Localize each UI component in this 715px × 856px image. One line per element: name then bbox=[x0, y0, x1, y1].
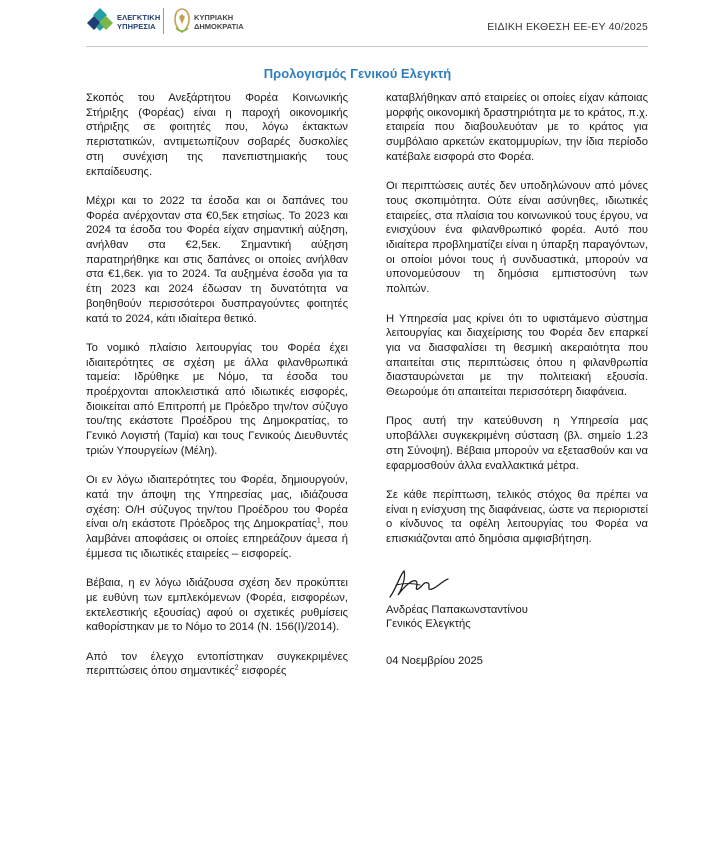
paragraph-contributions: καταβλήθηκαν από εταιρείες οι οποίες είχαν κάποιας μορφής οικονομική δραστηριότητα με το κράτος, π.χ. εταιρεία που διαβουλευόταν με το κράτος για συμβόλαιο αρκετών εκατομμυρίων, την ίδια περίοδο κατέβαλε εισφορά στο Φορέα. bbox=[386, 92, 648, 163]
page-title: Προλογισμός Γενικού Ελεγκτή bbox=[263, 66, 452, 81]
audit-findings-text-1: Από τον έλεγχο εντοπίστηκαν συγκεκριμένες περιπτώσεις όπου σημαντικές bbox=[86, 650, 348, 678]
report-identifier: ΕΙΔΙΚΗ ΕΚΘΕΣΗ ΕΕ-ΕΥ 40/2025 bbox=[487, 21, 648, 33]
peculiar-relationship-text-1: Οι εν λόγω ιδιαιτερότητες του Φορέα, δημιουργούν, κατά την άποψη της Υπηρεσίας μας, ιδιάζουσα σχέση: Ο/Η σύζυγος την/του Προέδρου του Φορέα είναι ο/η εκάστοτε Πρόεδρος της Δημοκρατίας bbox=[86, 474, 348, 531]
audit-findings-text-2: εισφορές bbox=[238, 665, 287, 678]
logo-divider bbox=[163, 8, 164, 34]
audit-office-name-line2: ΥΠΗΡΕΣΙΑ bbox=[117, 21, 156, 31]
audit-office-name-line1: ΕΛΕΓΚΤΙΚΗ bbox=[117, 13, 161, 22]
paragraph-legal-framework: Το νομικό πλαίσιο λειτουργίας του Φορέα έχει ιδιαιτερότητες σε σχέση με άλλα φιλανθρωπικά ταμεία: Ιδρύθηκε με Νόμο, τα έσοδα του προέρχονται αποκλειστικά από ιδιωτικές εισφορές, διοικείται από Επιτροπή με Πρόεδρο την/τον σύζυγο του/της εκάστοτε Προέδρου της Δημοκρατίας, το Γενικό Λογιστή (Ταμία) και τους Γενικούς Διευθυντές τριών Υπουργείων (Μέλη). bbox=[86, 341, 348, 457]
signature-image bbox=[386, 567, 648, 601]
peculiar-relationship-text-2: , που λαμβάνει αποφάσεις οι οποίες επηρεάζουν άμεσα ή έμμεσα τις ιδιωτικές εταιρείες – εισφορείς. bbox=[86, 518, 348, 560]
page-header bbox=[0, 0, 715, 56]
paragraph-revenues: Μέχρι και το 2022 τα έσοδα και οι δαπάνες του Φορέα ανέρχονταν στα €0,5εκ ετησίως. Το 2023 και 2024 τα έσοδα του Φορέα είχαν σημαντική αύξηση, ανήλθαν στα €2,5εκ. Σημαντική αύξηση παρατηρήθηκε και στις δαπάνες οι οποίες ανήλθαν στα €1,6εκ. για το 2024. Τα αυξημένα έσοδα για τα έτη 2023 και 2024 έδωσαν τη δυνατότητα να βοηθηθούν περισσότεροι δυσπραγούντες φοιτητές κατά το 2024, κάτι ιδιαίτερα θετικό. bbox=[86, 194, 348, 325]
footnote-ref-2[interactable]: 2 bbox=[234, 664, 239, 672]
signatory-name: Ανδρέας Παπακωνσταντίνου bbox=[386, 603, 528, 616]
paragraph-public-trust: Οι περιπτώσεις αυτές δεν υποδηλώνουν από μόνες τους σκοπιμότητα. Ούτε είναι ασύνηθες, ιδιωτικές εταιρείες, στα πλαίσια του κοινωνικού τους έργου, να ενισχύουν ένα φιλανθρωπικό φορέα. Αυτό που ιδιαίτερα προβληματίζει είναι η ύπαρξη παραγόντων, οι οποίοι μόνοι τους ή συνδυαστικά, μπορούν να υπονομεύσουν τη δημόσια εμπιστοσύνη των πολιτών. bbox=[386, 180, 648, 296]
footnote-ref-1[interactable]: 1 bbox=[316, 517, 321, 525]
handwritten-signature-icon bbox=[386, 567, 456, 601]
paragraph-audit-findings bbox=[86, 650, 348, 679]
header-divider bbox=[86, 46, 648, 47]
cyprus-coat-of-arms-icon bbox=[172, 6, 192, 36]
paragraph-transparency: Η Υπηρεσία μας κρίνει ότι το υφιστάμενο σύστημα λειτουργίας και διαχείρισης του Φορέα δεν επαρκεί για να διασφαλίσει τη θεσμική ακεραιότητα που απαιτείται στις περιπτώσεις όπου η φιλανθρωπία διασταυρώνεται με την πολιτειακή εξουσία. Θεωρούμε ότι απαιτείται περισσότερη διαφάνεια. bbox=[386, 312, 648, 399]
republic-name-line2: ΔΗΜΟΚΡΑΤΙΑ bbox=[194, 21, 244, 31]
paragraph-purpose: Σκοπός του Ανεξάρτητου Φορέα Κοινωνικής Στήριξης (Φορέας) είναι η παροχή οικονομικής στήριξης σε φοιτητές που, λόγω έκτακτων περιστατικών, αντιμετωπίζουν σοβαρές δυσκολίες στη συνέχιση της πανεπιστημιακής τους εκπαίδευσης. bbox=[86, 92, 348, 178]
signatory-title: Γενικός Ελεγκτής bbox=[386, 618, 471, 631]
paragraph-final-goal: Σε κάθε περίπτωση, τελικός στόχος θα πρέπει να είναι η ενίσχυση της διαφάνειας, ώστε να περιοριστεί ο κίνδυνος τα οφέλη λειτουργίας του Φορέα να επισκιάζονται από δημόσια αμφισβήτηση. bbox=[386, 488, 648, 546]
republic-of-cyprus-logo bbox=[172, 6, 272, 36]
paragraph-recommendation: Προς αυτή την κατεύθυνση η Υπηρεσία μας υποβάλλει συγκεκριμένη σύσταση (βλ. σημείο 1.23 στη Σύνοψη). Βέβαια μπορούν να εξετασθούν και να εφαρμοσθούν άλλα εναλλακτικά μέτρα. bbox=[386, 415, 648, 472]
republic-name-line1: ΚΥΠΡΙΑΚΗ bbox=[194, 13, 234, 22]
document-date: 04 Νοεμβρίου 2025 bbox=[386, 655, 483, 668]
right-column bbox=[386, 91, 648, 669]
audit-office-logo bbox=[86, 6, 168, 36]
paragraph-peculiar-relationship bbox=[86, 473, 348, 561]
left-column bbox=[86, 91, 348, 694]
paragraph-no-responsibility: Βέβαια, η εν λόγω ιδιάζουσα σχέση δεν προκύπτει με ευθύνη των εμπλεκόμενων (Φορέα, εισφορέων, εκτελεστικής εξουσίας) αφού οι σχετικές ρυθμίσεις καθορίστηκαν με το Νόμο το 2014 (Ν. 156(Ι)/2014). bbox=[86, 577, 348, 634]
audit-office-emblem-icon bbox=[86, 6, 114, 34]
